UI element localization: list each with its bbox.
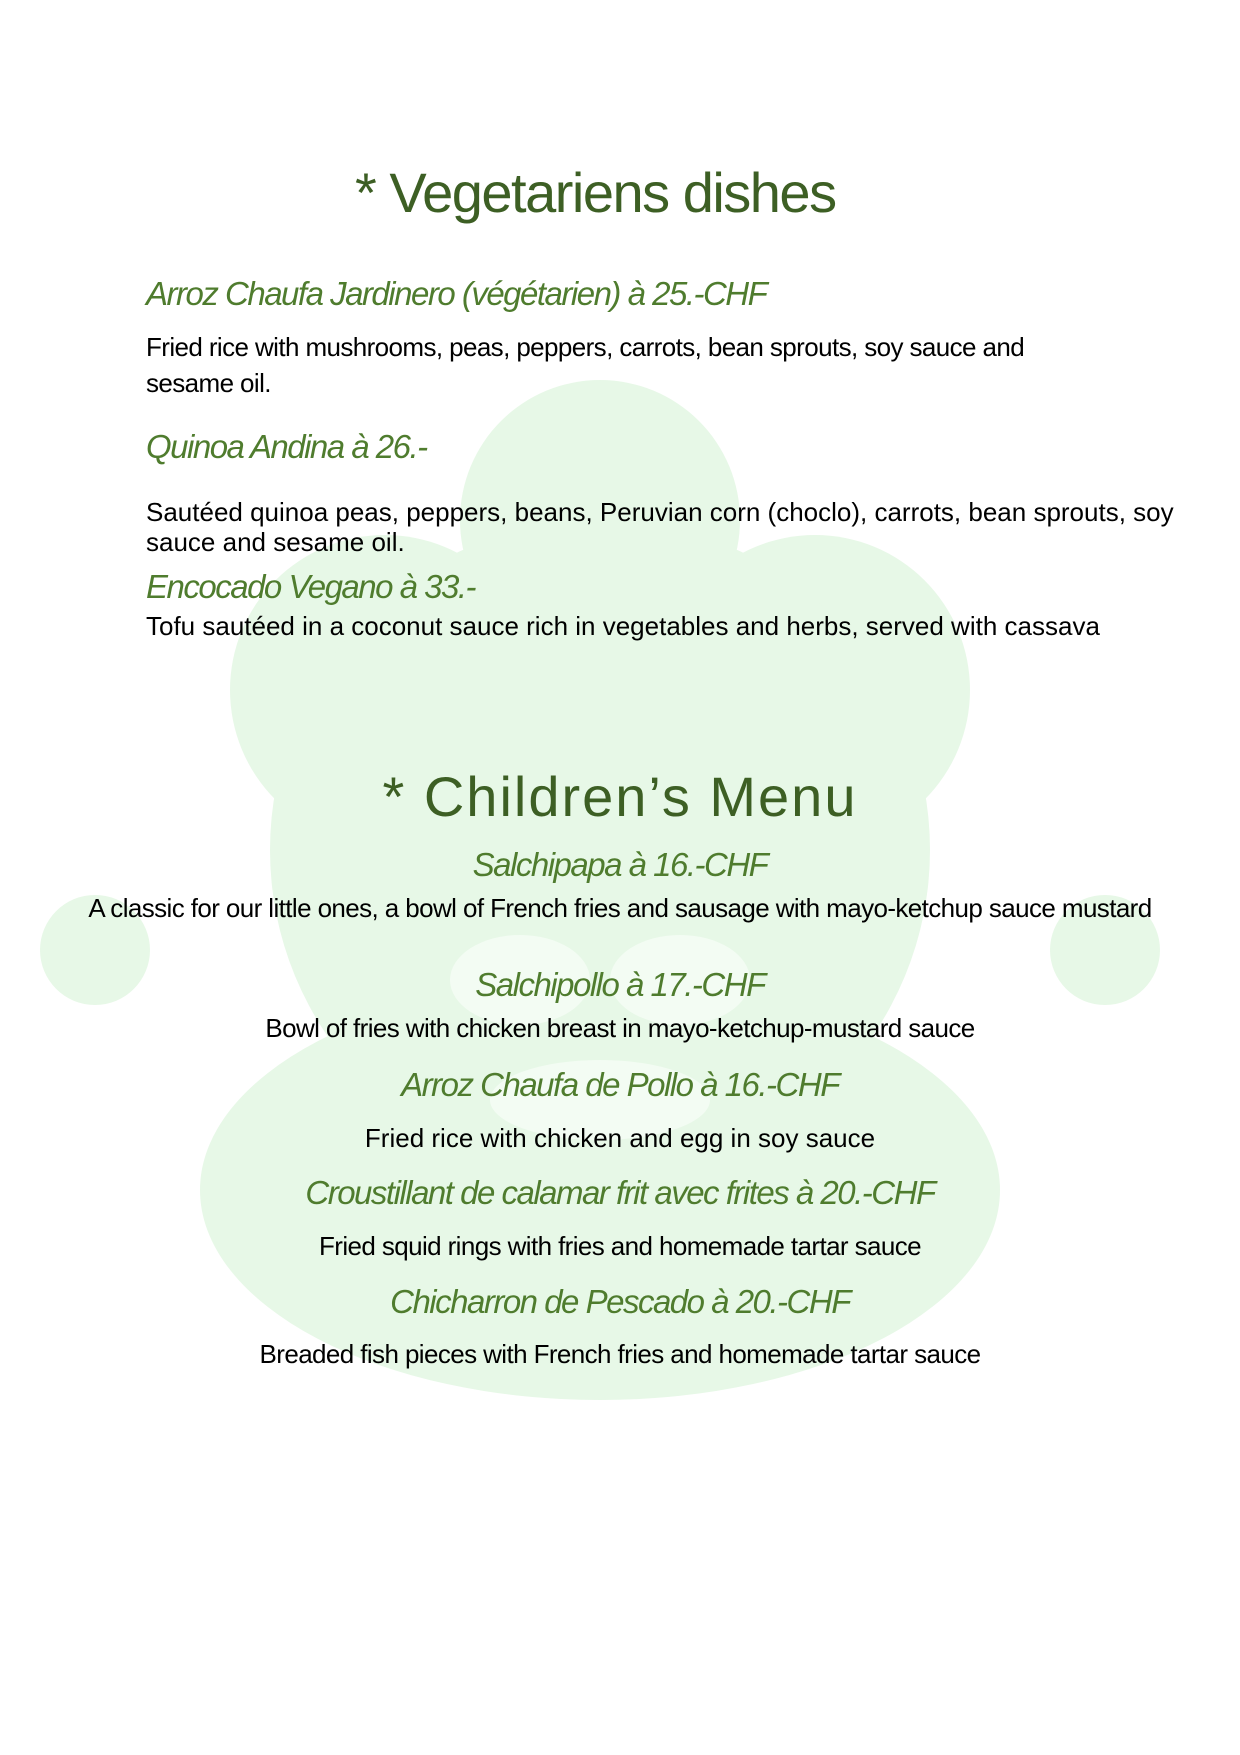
dish-name-arroz-chaufa-jardinero: Arroz Chaufa Jardinero (végétarien) à 25.-CHF <box>146 275 767 312</box>
dish-name-chicharron-de-pescado: Chicharron de Pescado à 20.-CHF <box>390 1283 850 1320</box>
childrens-menu-title: * Children’s Menu <box>382 765 858 828</box>
dish-desc-arroz-chaufa-de-pollo: Fried rice with chicken and egg in soy sauce <box>364 1123 876 1153</box>
dish-name-salchipollo: Salchipollo à 17.-CHF <box>475 966 765 1003</box>
dish-name-croustillant-de-calamar: Croustillant de calamar frit avec frites à 20.-CHF <box>305 1174 935 1211</box>
dish-desc-arroz-chaufa-jardinero: Fried rice with mushrooms, peas, peppers, carrots, bean sprouts, soy sauce and sesame oil. <box>146 332 1025 398</box>
dish-name-arroz-chaufa-de-pollo: Arroz Chaufa de Pollo à 16.-CHF <box>401 1066 839 1103</box>
dish-desc-croustillant-de-calamar: Fried squid rings with fries and homemade tartar sauce <box>318 1231 921 1261</box>
dish-desc-encocado-vegano: Tofu sautéed in a coconut sauce rich in vegetables and herbs, served with cassava <box>146 611 1100 641</box>
dish-desc-salchipapa: A classic for our little ones, a bowl of French fries and sausage with mayo-ketchup sauce mustard <box>88 893 1152 923</box>
dish-name-salchipapa: Salchipapa à 16.-CHF <box>472 846 768 883</box>
dish-name-encocado-vegano: Encocado Vegano à 33.- <box>146 568 476 605</box>
vegetarian-title: * Vegetariens dishes <box>355 161 836 224</box>
dish-name-quinoa-andina: Quinoa Andina à 26.- <box>146 428 427 465</box>
dish-desc-salchipollo: Bowl of fries with chicken breast in mayo-ketchup-mustard sauce <box>265 1013 975 1043</box>
dish-desc-quinoa-andina: Sautéed quinoa peas, peppers, beans, Peruvian corn (choclo), carrots, bean sprouts, soy sauce and sesame oil. <box>146 497 1174 557</box>
dish-desc-chicharron-de-pescado: Breaded fish pieces with French fries and homemade tartar sauce <box>259 1339 981 1369</box>
